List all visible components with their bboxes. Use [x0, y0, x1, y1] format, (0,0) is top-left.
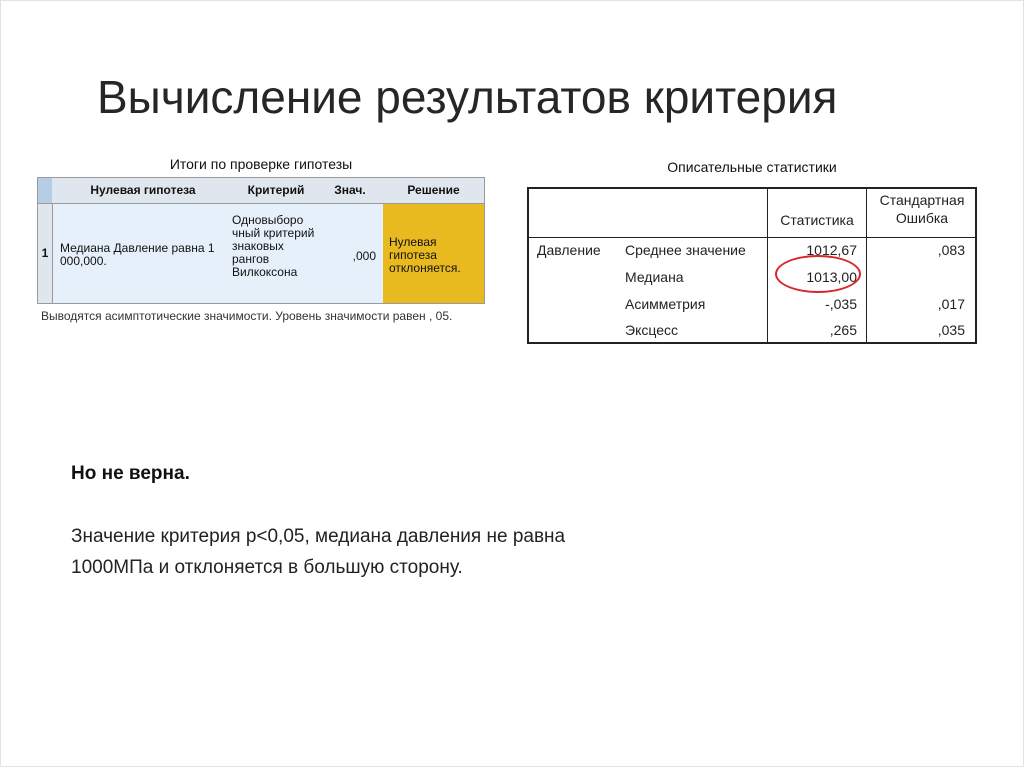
value-kurtosis: ,265	[829, 322, 857, 338]
value-skewness: -,035	[825, 296, 857, 312]
descriptive-table-caption: Описательные статистики	[667, 159, 837, 175]
cell-decision: Нулевая гипотеза отклоняется.	[389, 235, 461, 275]
descriptive-table	[527, 187, 977, 344]
row-label-mean: Среднее значение	[625, 242, 746, 258]
median-highlight-circle	[775, 255, 861, 293]
stderr-skewness: ,017	[937, 296, 965, 312]
header-divider	[529, 237, 975, 238]
stderr-kurtosis: ,035	[937, 322, 965, 338]
value-mean: 1012,67	[806, 242, 857, 258]
cell-hypothesis: Медиана Давление равна 1 000,000.	[60, 241, 215, 268]
row-number-header	[38, 178, 52, 203]
header-std-error: Стандартная Ошибка	[879, 192, 965, 226]
column-divider	[866, 189, 867, 342]
conclusion-heading: Но не верна.	[71, 463, 190, 484]
cell-test: Одновыборо чный критерий знаковых рангов Вилкоксона	[232, 213, 315, 279]
hypothesis-table-row	[38, 204, 484, 303]
stderr-mean: ,083	[937, 242, 965, 258]
hypothesis-table	[37, 177, 485, 304]
header-statistic: Статистика	[780, 212, 854, 228]
conclusion-text: Значение критерия р<0,05, медиана давления не равна 1000МПа и отклоняется в большую сторону.	[71, 526, 566, 578]
header-decision: Решение	[407, 183, 460, 197]
header-significance: Знач.	[334, 183, 366, 197]
value-median: 1013,00	[806, 269, 857, 285]
cell-significance: ,000	[352, 249, 376, 263]
row-number: 1	[38, 204, 53, 303]
header-null-hypothesis: Нулевая гипотеза	[90, 183, 196, 197]
row-label-skewness: Асимметрия	[625, 296, 706, 312]
row-label-median: Медиана	[625, 269, 684, 285]
cell-decision-highlight	[383, 204, 484, 303]
hypothesis-table-caption: Итоги по проверке гипотезы	[169, 156, 353, 172]
header-test: Критерий	[247, 183, 305, 197]
row-label-kurtosis: Эксцесс	[625, 322, 678, 338]
hypothesis-table-footnote: Выводятся асимптотические значимости. Уровень значимости равен , 05.	[41, 309, 453, 323]
column-divider	[767, 189, 768, 342]
variable-label: Давление	[537, 242, 601, 258]
hypothesis-table-header	[38, 178, 484, 204]
slide-title: Вычисление результатов критерия	[97, 71, 838, 123]
